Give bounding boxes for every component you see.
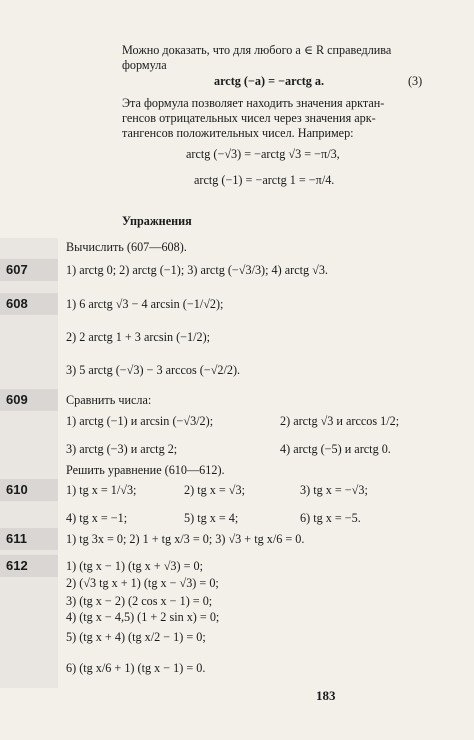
intro-line-4: генсов отрицательных чисел через значения арк- [122,111,376,125]
intro-line-1: Можно доказать, что для любого a ∈ R справедлива [122,43,392,57]
exercise-610-2: 2) tg x = √3; [184,483,245,497]
task-solve: Решить уравнение (610—612). [66,463,225,477]
exercise-611: 1) tg 3x = 0; 2) 1 + tg x/3 = 0; 3) √3 + tg x/6 = 0. [66,532,305,546]
exercise-609-3: 3) arctg (−3) и arctg 2; [66,442,178,456]
task-compute: Вычислить (607—608). [66,240,187,254]
exercise-610-3: 3) tg x = −√3; [300,483,368,497]
intro-line-5: тангенсов положительных чисел. Например: [122,126,354,140]
section-title: Упражнения [122,214,192,228]
exercise-number-612: 612 [0,555,58,577]
exercise-610-6: 6) tg x = −5. [300,511,361,525]
exercise-608-3: 3) 5 arctg (−√3) − 3 arccos (−√2/2). [66,363,241,377]
exercise-609-1: 1) arctg (−1) и arcsin (−√3/2); [66,414,214,428]
exercise-612-1: 1) (tg x − 1) (tg x + √3) = 0; [66,559,203,573]
exercise-number-610: 610 [0,479,58,501]
exercise-608-2: 2) 2 arctg 1 + 3 arcsin (−1/2); [66,330,211,344]
exercise-610-5: 5) tg x = 4; [184,511,239,525]
intro-line-3: Эта формула позволяет находить значения арктан- [122,96,385,110]
exercise-number-608: 608 [0,293,58,315]
formula-number: (3) [408,74,423,88]
exercise-612-6: 6) (tg x/6 + 1) (tg x − 1) = 0. [66,661,206,675]
formula-3: arctg (−a) = −arctg a. [214,74,325,88]
exercise-612-4: 4) (tg x − 4,5) (1 + 2 sin x) = 0; [66,610,220,624]
exercise-610-1: 1) tg x = 1/√3; [66,483,137,497]
example-2: arctg (−1) = −arctg 1 = −π/4. [194,173,335,187]
intro-line-2: формула [122,58,167,72]
exercise-612-3: 3) (tg x − 2) (2 cos x − 1) = 0; [66,594,213,608]
exercise-612-5: 5) (tg x + 4) (tg x/2 − 1) = 0; [66,630,206,644]
exercise-number-611: 611 [0,528,58,550]
exercise-607: 1) arctg 0; 2) arctg (−1); 3) arctg (−√3/3); 4) arctg √3. [66,263,328,277]
exercise-612-2: 2) (√3 tg x + 1) (tg x − √3) = 0; [66,576,219,590]
exercise-609-4: 4) arctg (−5) и arctg 0. [280,442,391,456]
page-number: 183 [316,688,336,703]
task-compare: Сравнить числа: [66,393,152,407]
exercise-608-1: 1) 6 arctg √3 − 4 arcsin (−1/√2); [66,297,224,311]
exercise-610-4: 4) tg x = −1; [66,511,128,525]
exercise-number-607: 607 [0,259,58,281]
exercise-609-2: 2) arctg √3 и arccos 1/2; [280,414,400,428]
exercise-number-609: 609 [0,389,58,411]
example-1: arctg (−√3) = −arctg √3 = −π/3, [186,147,340,161]
